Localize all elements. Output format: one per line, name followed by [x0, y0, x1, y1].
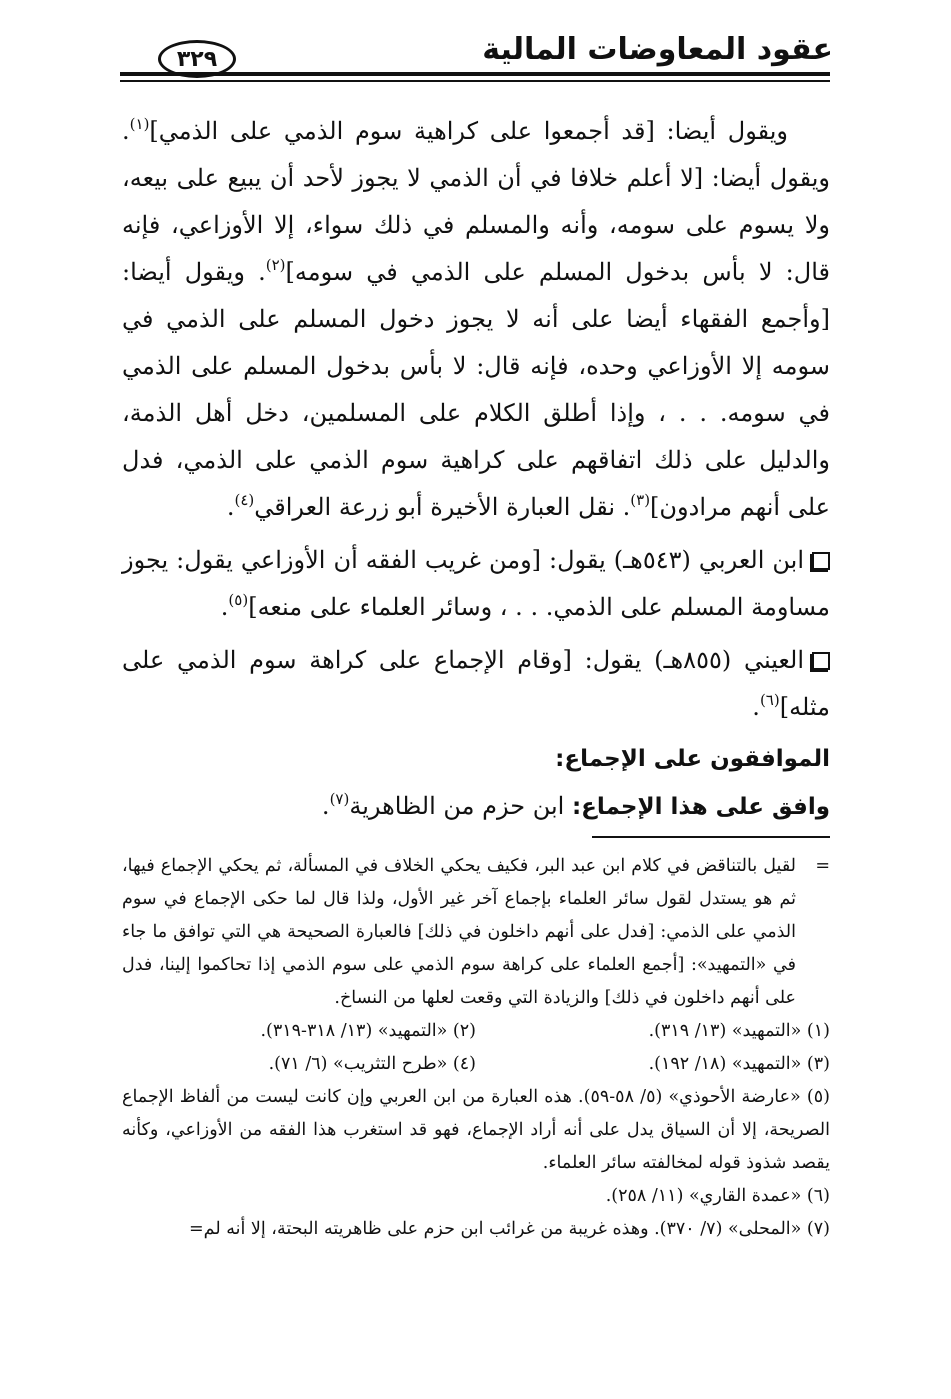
quote-text: . ويقول أيضا: [وأجمع الفقهاء أيضا على أنه لا يجوز دخول المسلم على الذمي في سومه إلا الأوزاعي وحده، فإنه قال: لا بأس بدخول المسلم على الذمي في سومه. . . ، وإذا أطلق الكلام على المسلمين، دخل أهل الذمة، والدليل على ذلك اتفاقهم على كراهية سوم الذمي على الذمي، فدل على أنهم مرادون] — [122, 258, 830, 521]
quote-text: ويقول أيضا: [قد أجمعوا على كراهية سوم الذمي على الذمي] — [149, 117, 788, 145]
footnote-2: (٢) «التمهيد» (١٣/ ٣١٨-٣١٩). — [260, 1021, 476, 1041]
square-bullet-icon — [812, 652, 830, 670]
page-number: ٣٢٩ — [176, 46, 218, 72]
quote-text: العيني (٨٥٥هـ) يقول: [وقام الإجماع على كراهة سوم الذمي على مثله] — [122, 646, 830, 721]
footnote-3: (٣) «التمهيد» (١٨/ ١٩٢). — [648, 1054, 830, 1074]
section-heading: الموافقون على الإجماع: — [555, 746, 830, 772]
footnote-7: (٧) «المحلى» (٧/ ٣٧٠). وهذه غريبة من غرائب ابن حزم على ظاهريته البحتة، إلا أنه لم= — [189, 1219, 830, 1239]
footnote-ref-6[interactable]: (٦) — [759, 691, 780, 709]
footnote-row — [122, 1048, 830, 1081]
quote-text: . — [226, 493, 235, 521]
footnote-ref-4[interactable]: (٤) — [234, 491, 255, 509]
footnote-text: لقيل بالتناقض في كلام ابن عبد البر، فكيف يحكي الخلاف في المسألة، ثم يحكي الإجماع فيها، ثم هو يستدل لقول سائر العلماء بإجماع آخر غير الأول، ولذا قال لما حكى الإجماع في سوم الذمي على الذمي: [فدل على أنهم داخلون في ذلك] فالعبارة الصحيحة هي التي توافق ما جاء في «التمهيد»: [أجمع العلماء على كراهة سوم الذمي على سوم الذمي إذا تحاكموا إلينا، فدل على أنهم داخلون في ذلك] والزيادة التي وقعت لعلها من النساخ. — [122, 856, 796, 1008]
quote-text: . ويقول أيضا: [لا أعلم خلافا في أن الذمي لا يجوز لأحد أن يبيع على بيعه، ولا يسوم على سومه، وأنه والمسلم في ذلك سواء، إلا الأوزاعي، فإنه قال: لا بأس بدخول المسلم على الذمي في سومه] — [122, 117, 830, 286]
main-text — [122, 108, 830, 831]
paragraph-agreement — [122, 783, 830, 831]
quote-text: . — [752, 693, 760, 721]
footnote-4: (٤) «طرح التثريب» (٦/ ٧١). — [268, 1054, 476, 1074]
header-rule-thick — [120, 72, 830, 76]
footnotes — [122, 850, 830, 1246]
footnote-continuation — [122, 850, 830, 1015]
agreement-text: ابن حزم من الظاهرية — [349, 792, 572, 820]
agreement-text: . — [321, 792, 330, 820]
quote-text: . نقل العبارة الأخيرة أبو زرعة العراقي — [254, 493, 631, 521]
quote-text: . — [220, 593, 229, 621]
footnote-1: (١) «التمهيد» (١٣/ ٣١٩). — [648, 1021, 830, 1041]
footnote-row — [122, 1015, 830, 1048]
footnote-ref-7[interactable]: (٧) — [329, 790, 350, 808]
agreement-label: وافق على هذا الإجماع: — [571, 794, 830, 820]
section-heading-line — [122, 735, 830, 783]
list-item-ibn-al-arabi — [122, 537, 830, 631]
running-header-title: عقود المعاوضات المالية — [482, 32, 833, 67]
continuation-mark: = — [815, 856, 830, 876]
footnote-6: (٦) «عمدة القاري» (١١/ ٢٥٨). — [605, 1186, 830, 1206]
footnote-5: (٥) «عارضة الأحوذي» (٥/ ٥٨-٥٩). هذه العبارة من ابن العربي وإن كانت ليست من ألفاظ الإجماع الصريحة، إلا أن السياق يدل على أنه أراد الإجماع، فهو قد استغرب هذا الفقه من الأوزاعي، وكأنه يقصد شذوذ قوله لمخالفته سائر العلماء. — [122, 1087, 830, 1173]
list-item-al-ayni — [122, 637, 830, 731]
footnote-ref-5[interactable]: (٥) — [228, 591, 249, 609]
quote-text: ابن العربي (٥٤٣هـ) يقول: [ومن غريب الفقه أن الأوزاعي يقول: يجوز مساومة المسلم على الذمي. . . ، وسائر العلماء على منعه] — [122, 546, 830, 621]
header-rule-thin — [120, 80, 830, 82]
paragraph-ibn-abd-al-barr — [122, 108, 830, 531]
square-bullet-icon — [812, 552, 830, 570]
footnote-ref-2[interactable]: (٢) — [265, 256, 286, 274]
footnote-separator — [592, 836, 830, 838]
footnote-ref-3[interactable]: (٣) — [630, 491, 651, 509]
footnote-ref-1[interactable]: (١) — [129, 115, 150, 133]
